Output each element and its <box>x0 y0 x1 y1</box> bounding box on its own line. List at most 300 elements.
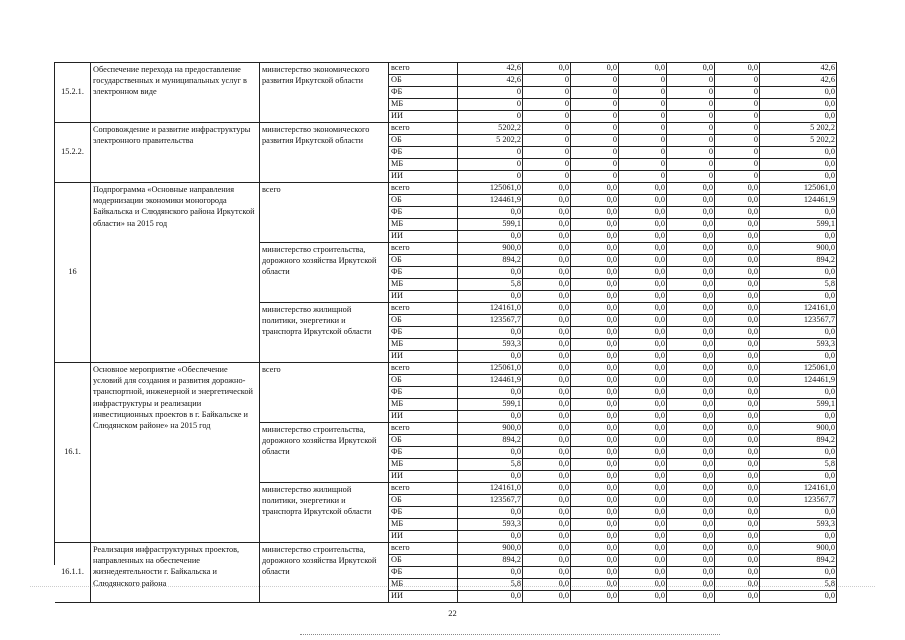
amount-cell: 0,0 <box>571 555 619 567</box>
amount-cell: 0,0 <box>571 495 619 507</box>
amount-cell: 0,0 <box>760 351 837 363</box>
amount-cell: 42,6 <box>760 75 837 87</box>
amount-cell: 0,0 <box>715 399 760 411</box>
amount-cell: 42,6 <box>458 63 523 75</box>
amount-cell: 125061,0 <box>760 363 837 375</box>
amount-cell: 0 <box>523 135 571 147</box>
amount-cell: 0 <box>523 123 571 135</box>
amount-cell: 0,0 <box>619 387 667 399</box>
amount-cell: 5 202,2 <box>458 135 523 147</box>
amount-cell: 0,0 <box>571 291 619 303</box>
amount-cell: 0,0 <box>523 279 571 291</box>
amount-cell: 0,0 <box>619 195 667 207</box>
amount-cell: 0,0 <box>715 231 760 243</box>
funding-source: ИИ <box>389 351 458 363</box>
funding-source: всего <box>389 63 458 75</box>
amount-cell: 599,1 <box>458 399 523 411</box>
item-code: 16.1. <box>55 363 91 543</box>
amount-cell: 0 <box>523 75 571 87</box>
amount-cell: 123567,7 <box>458 495 523 507</box>
amount-cell: 0,0 <box>571 591 619 603</box>
amount-cell: 0,0 <box>619 267 667 279</box>
amount-cell: 0,0 <box>760 111 837 123</box>
amount-cell: 894,2 <box>458 555 523 567</box>
amount-cell: 0,0 <box>523 375 571 387</box>
amount-cell: 0,0 <box>760 591 837 603</box>
amount-cell: 0,0 <box>571 255 619 267</box>
amount-cell: 894,2 <box>760 255 837 267</box>
amount-cell: 0,0 <box>523 567 571 579</box>
amount-cell: 0 <box>571 99 619 111</box>
amount-cell: 0 <box>458 111 523 123</box>
amount-cell: 0,0 <box>715 207 760 219</box>
item-code: 16.1.1. <box>55 543 91 603</box>
amount-cell: 0,0 <box>760 99 837 111</box>
amount-cell: 0,0 <box>715 531 760 543</box>
funding-source: ОБ <box>389 375 458 387</box>
amount-cell: 0,0 <box>523 255 571 267</box>
amount-cell: 0,0 <box>667 231 715 243</box>
amount-cell: 5,8 <box>760 459 837 471</box>
funding-source: всего <box>389 243 458 255</box>
amount-cell: 0,0 <box>619 567 667 579</box>
amount-cell: 0,0 <box>667 339 715 351</box>
amount-cell: 0,0 <box>760 531 837 543</box>
amount-cell: 0 <box>523 111 571 123</box>
amount-cell: 0,0 <box>523 459 571 471</box>
amount-cell: 0 <box>523 171 571 183</box>
amount-cell: 0,0 <box>523 195 571 207</box>
amount-cell: 0,0 <box>571 459 619 471</box>
amount-cell: 0,0 <box>667 447 715 459</box>
amount-cell: 42,6 <box>760 63 837 75</box>
amount-cell: 0,0 <box>523 267 571 279</box>
amount-cell: 0,0 <box>571 231 619 243</box>
amount-cell: 0,0 <box>571 207 619 219</box>
amount-cell: 0 <box>715 123 760 135</box>
amount-cell: 894,2 <box>760 555 837 567</box>
amount-cell: 0,0 <box>715 255 760 267</box>
funding-source: ФБ <box>389 567 458 579</box>
amount-cell: 0,0 <box>523 231 571 243</box>
amount-cell: 0,0 <box>667 591 715 603</box>
amount-cell: 0,0 <box>571 315 619 327</box>
amount-cell: 0,0 <box>715 387 760 399</box>
amount-cell: 0,0 <box>667 495 715 507</box>
amount-cell: 0,0 <box>667 279 715 291</box>
funding-source: МБ <box>389 279 458 291</box>
amount-cell: 0,0 <box>523 327 571 339</box>
amount-cell: 123567,7 <box>458 315 523 327</box>
amount-cell: 0,0 <box>458 231 523 243</box>
amount-cell: 0,0 <box>571 531 619 543</box>
amount-cell: 0,0 <box>458 567 523 579</box>
funding-source: МБ <box>389 99 458 111</box>
amount-cell: 0,0 <box>667 531 715 543</box>
funding-source: всего <box>389 183 458 195</box>
funding-source: МБ <box>389 399 458 411</box>
amount-cell: 0,0 <box>619 435 667 447</box>
amount-cell: 0,0 <box>571 63 619 75</box>
amount-cell: 0,0 <box>715 279 760 291</box>
funding-source: ФБ <box>389 267 458 279</box>
funding-source: ФБ <box>389 207 458 219</box>
amount-cell: 0,0 <box>571 483 619 495</box>
amount-cell: 900,0 <box>458 543 523 555</box>
amount-cell: 5,8 <box>458 579 523 591</box>
amount-cell: 0 <box>523 87 571 99</box>
amount-cell: 0,0 <box>715 543 760 555</box>
amount-cell: 0,0 <box>523 519 571 531</box>
amount-cell: 0,0 <box>571 579 619 591</box>
amount-cell: 124161,0 <box>458 303 523 315</box>
funding-source: всего <box>389 423 458 435</box>
amount-cell: 0,0 <box>571 375 619 387</box>
amount-cell: 0,0 <box>715 483 760 495</box>
amount-cell: 900,0 <box>760 423 837 435</box>
amount-cell: 0,0 <box>571 447 619 459</box>
amount-cell: 0,0 <box>571 435 619 447</box>
amount-cell: 599,1 <box>760 399 837 411</box>
funding-source: ОБ <box>389 75 458 87</box>
amount-cell: 0,0 <box>571 219 619 231</box>
amount-cell: 0 <box>715 75 760 87</box>
amount-cell: 125061,0 <box>458 183 523 195</box>
funding-source: ИИ <box>389 411 458 423</box>
amount-cell: 0,0 <box>619 519 667 531</box>
amount-cell: 0,0 <box>619 183 667 195</box>
amount-cell: 124161,0 <box>760 303 837 315</box>
funding-source: МБ <box>389 159 458 171</box>
amount-cell: 0,0 <box>715 591 760 603</box>
funding-source: всего <box>389 543 458 555</box>
amount-cell: 5 202,2 <box>760 123 837 135</box>
amount-cell: 0 <box>715 99 760 111</box>
amount-cell: 0 <box>619 135 667 147</box>
amount-cell: 0,0 <box>619 531 667 543</box>
amount-cell: 0,0 <box>667 375 715 387</box>
amount-cell: 0,0 <box>715 579 760 591</box>
amount-cell: 0,0 <box>523 435 571 447</box>
amount-cell: 0,0 <box>619 327 667 339</box>
amount-cell: 0,0 <box>619 399 667 411</box>
item-code: 15.2.1. <box>55 63 91 123</box>
amount-cell: 0,0 <box>619 207 667 219</box>
amount-cell: 894,2 <box>760 435 837 447</box>
amount-cell: 0 <box>715 147 760 159</box>
amount-cell: 0,0 <box>760 447 837 459</box>
amount-cell: 0,0 <box>715 459 760 471</box>
item-code: 16 <box>55 183 91 363</box>
amount-cell: 0,0 <box>619 219 667 231</box>
amount-cell: 0 <box>619 159 667 171</box>
amount-cell: 599,1 <box>458 219 523 231</box>
amount-cell: 0,0 <box>760 207 837 219</box>
amount-cell: 0,0 <box>715 435 760 447</box>
amount-cell: 0,0 <box>715 327 760 339</box>
amount-cell: 0,0 <box>715 267 760 279</box>
budget-table <box>54 62 837 600</box>
amount-cell: 0,0 <box>715 315 760 327</box>
amount-cell: 0,0 <box>715 351 760 363</box>
amount-cell: 0,0 <box>667 555 715 567</box>
amount-cell: 0 <box>619 111 667 123</box>
amount-cell: 0,0 <box>760 327 837 339</box>
amount-cell: 0,0 <box>523 207 571 219</box>
funding-source: ФБ <box>389 327 458 339</box>
amount-cell: 0,0 <box>523 315 571 327</box>
amount-cell: 900,0 <box>760 243 837 255</box>
funding-source: всего <box>389 483 458 495</box>
amount-cell: 593,3 <box>458 339 523 351</box>
amount-cell: 0 <box>715 135 760 147</box>
amount-cell: 0,0 <box>523 471 571 483</box>
amount-cell: 0,0 <box>571 243 619 255</box>
amount-cell: 0,0 <box>667 291 715 303</box>
amount-cell: 0 <box>715 171 760 183</box>
funding-source: всего <box>389 363 458 375</box>
amount-cell: 0,0 <box>667 351 715 363</box>
amount-cell: 0,0 <box>523 507 571 519</box>
amount-cell: 0,0 <box>458 207 523 219</box>
amount-cell: 124461,9 <box>458 375 523 387</box>
amount-cell: 0,0 <box>619 507 667 519</box>
funding-source: ИИ <box>389 471 458 483</box>
amount-cell: 0,0 <box>760 387 837 399</box>
amount-cell: 0,0 <box>667 387 715 399</box>
executor: министерство жилищной политики, энергетики и транспорта Иркутской области <box>260 483 389 543</box>
amount-cell: 0,0 <box>619 591 667 603</box>
amount-cell: 0,0 <box>760 171 837 183</box>
amount-cell: 0,0 <box>523 495 571 507</box>
amount-cell: 0,0 <box>571 399 619 411</box>
amount-cell: 0 <box>619 147 667 159</box>
amount-cell: 123567,7 <box>760 315 837 327</box>
amount-cell: 0 <box>571 159 619 171</box>
amount-cell: 0,0 <box>523 531 571 543</box>
amount-cell: 5,8 <box>760 279 837 291</box>
amount-cell: 0,0 <box>715 375 760 387</box>
amount-cell: 0,0 <box>667 399 715 411</box>
amount-cell: 0,0 <box>523 339 571 351</box>
amount-cell: 894,2 <box>458 255 523 267</box>
amount-cell: 0,0 <box>571 411 619 423</box>
amount-cell: 0,0 <box>715 471 760 483</box>
amount-cell: 0,0 <box>458 267 523 279</box>
amount-cell: 0,0 <box>715 63 760 75</box>
amount-cell: 900,0 <box>458 243 523 255</box>
amount-cell: 0,0 <box>458 471 523 483</box>
amount-cell: 900,0 <box>760 543 837 555</box>
amount-cell: 0,0 <box>571 387 619 399</box>
funding-source: ФБ <box>389 447 458 459</box>
funding-source: ОБ <box>389 255 458 267</box>
amount-cell: 0 <box>715 159 760 171</box>
funding-source: МБ <box>389 459 458 471</box>
amount-cell: 0,0 <box>667 519 715 531</box>
amount-cell: 5 202,2 <box>760 135 837 147</box>
amount-cell: 0 <box>667 147 715 159</box>
amount-cell: 0 <box>619 171 667 183</box>
amount-cell: 0,0 <box>571 339 619 351</box>
executor: всего <box>260 183 389 243</box>
amount-cell: 0,0 <box>619 231 667 243</box>
amount-cell: 0,0 <box>619 339 667 351</box>
funding-source: ОБ <box>389 555 458 567</box>
amount-cell: 125061,0 <box>760 183 837 195</box>
amount-cell: 0,0 <box>715 555 760 567</box>
amount-cell: 0,0 <box>760 411 837 423</box>
amount-cell: 0,0 <box>571 279 619 291</box>
amount-cell: 0,0 <box>667 243 715 255</box>
funding-source: МБ <box>389 579 458 591</box>
amount-cell: 0,0 <box>523 423 571 435</box>
amount-cell: 0,0 <box>619 351 667 363</box>
item-name: Подпрограмма «Основные направления модернизации экономики моногорода Байкальска и Слюдянского района Иркутской области» на 2015 год <box>91 183 260 363</box>
amount-cell: 0,0 <box>760 567 837 579</box>
executor: министерство строительства, дорожного хозяйства Иркутской области <box>260 543 389 603</box>
amount-cell: 0,0 <box>619 363 667 375</box>
amount-cell: 0,0 <box>760 147 837 159</box>
amount-cell: 0,0 <box>667 363 715 375</box>
amount-cell: 0,0 <box>523 483 571 495</box>
amount-cell: 0 <box>458 171 523 183</box>
amount-cell: 0,0 <box>571 303 619 315</box>
funding-source: ФБ <box>389 147 458 159</box>
amount-cell: 0 <box>667 135 715 147</box>
executor: министерство экономического развития Иркутской области <box>260 123 389 183</box>
amount-cell: 0,0 <box>760 159 837 171</box>
executor: министерство жилищной политики, энергетики и транспорта Иркутской области <box>260 303 389 363</box>
funding-source: ИИ <box>389 291 458 303</box>
amount-cell: 0 <box>571 123 619 135</box>
executor: министерство экономического развития Иркутской области <box>260 63 389 123</box>
funding-source: МБ <box>389 339 458 351</box>
amount-cell: 0,0 <box>523 183 571 195</box>
funding-source: ОБ <box>389 435 458 447</box>
funding-source: МБ <box>389 219 458 231</box>
amount-cell: 0 <box>458 147 523 159</box>
amount-cell: 0 <box>571 75 619 87</box>
amount-cell: 0,0 <box>523 399 571 411</box>
amount-cell: 0,0 <box>667 471 715 483</box>
amount-cell: 0,0 <box>667 315 715 327</box>
amount-cell: 0,0 <box>571 267 619 279</box>
amount-cell: 0,0 <box>571 519 619 531</box>
amount-cell: 0,0 <box>523 351 571 363</box>
amount-cell: 900,0 <box>458 423 523 435</box>
amount-cell: 0 <box>667 87 715 99</box>
amount-cell: 0 <box>458 87 523 99</box>
amount-cell: 0,0 <box>667 255 715 267</box>
amount-cell: 0,0 <box>571 543 619 555</box>
amount-cell: 0,0 <box>458 351 523 363</box>
amount-cell: 0 <box>667 171 715 183</box>
amount-cell: 124461,9 <box>458 195 523 207</box>
amount-cell: 0,0 <box>619 291 667 303</box>
amount-cell: 0,0 <box>667 579 715 591</box>
amount-cell: 593,3 <box>458 519 523 531</box>
amount-cell: 0,0 <box>458 591 523 603</box>
amount-cell: 0,0 <box>523 555 571 567</box>
amount-cell: 0,0 <box>571 471 619 483</box>
amount-cell: 0,0 <box>715 291 760 303</box>
amount-cell: 124161,0 <box>760 483 837 495</box>
amount-cell: 0,0 <box>523 219 571 231</box>
amount-cell: 0,0 <box>458 411 523 423</box>
amount-cell: 0,0 <box>715 243 760 255</box>
amount-cell: 0,0 <box>715 447 760 459</box>
amount-cell: 0,0 <box>619 471 667 483</box>
funding-source: всего <box>389 123 458 135</box>
amount-cell: 123567,7 <box>760 495 837 507</box>
amount-cell: 0,0 <box>715 567 760 579</box>
scan-bottom-edge <box>300 634 720 635</box>
amount-cell: 0 <box>667 75 715 87</box>
amount-cell: 0,0 <box>667 459 715 471</box>
amount-cell: 124461,9 <box>760 195 837 207</box>
amount-cell: 0,0 <box>715 195 760 207</box>
amount-cell: 0 <box>715 87 760 99</box>
amount-cell: 0,0 <box>619 255 667 267</box>
amount-cell: 0,0 <box>667 435 715 447</box>
amount-cell: 0 <box>523 147 571 159</box>
amount-cell: 0,0 <box>458 291 523 303</box>
amount-cell: 0,0 <box>523 411 571 423</box>
page-number: 22 <box>448 608 457 618</box>
amount-cell: 0,0 <box>523 387 571 399</box>
amount-cell: 0,0 <box>571 351 619 363</box>
amount-cell: 0,0 <box>619 63 667 75</box>
amount-cell: 0,0 <box>715 303 760 315</box>
amount-cell: 0,0 <box>458 447 523 459</box>
amount-cell: 5202,2 <box>458 123 523 135</box>
item-name: Реализация инфраструктурных проектов, направленных на обеспечение жизнедеятельности г. Байкальска и Слюдянского района <box>91 543 260 603</box>
amount-cell: 593,3 <box>760 519 837 531</box>
amount-cell: 593,3 <box>760 339 837 351</box>
amount-cell: 0,0 <box>667 567 715 579</box>
amount-cell: 894,2 <box>458 435 523 447</box>
amount-cell: 0,0 <box>458 387 523 399</box>
amount-cell: 0,0 <box>571 195 619 207</box>
amount-cell: 0,0 <box>667 483 715 495</box>
amount-cell: 0,0 <box>667 207 715 219</box>
item-name: Сопровождение и развитие инфраструктуры электронного правительства <box>91 123 260 183</box>
amount-cell: 0 <box>571 111 619 123</box>
amount-cell: 124461,9 <box>760 375 837 387</box>
amount-cell: 0,0 <box>667 267 715 279</box>
amount-cell: 0 <box>523 159 571 171</box>
amount-cell: 0,0 <box>667 303 715 315</box>
amount-cell: 0 <box>667 159 715 171</box>
amount-cell: 0 <box>458 159 523 171</box>
amount-cell: 0,0 <box>619 303 667 315</box>
amount-cell: 0,0 <box>619 543 667 555</box>
amount-cell: 0,0 <box>619 495 667 507</box>
amount-cell: 0,0 <box>571 183 619 195</box>
amount-cell: 0,0 <box>667 411 715 423</box>
amount-cell: 0,0 <box>715 411 760 423</box>
amount-cell: 0 <box>667 123 715 135</box>
amount-cell: 42,6 <box>458 75 523 87</box>
amount-cell: 0,0 <box>458 327 523 339</box>
amount-cell: 0,0 <box>523 447 571 459</box>
amount-cell: 0,0 <box>715 339 760 351</box>
amount-cell: 0,0 <box>760 291 837 303</box>
funding-source: ОБ <box>389 495 458 507</box>
amount-cell: 5,8 <box>458 459 523 471</box>
amount-cell: 5,8 <box>458 279 523 291</box>
